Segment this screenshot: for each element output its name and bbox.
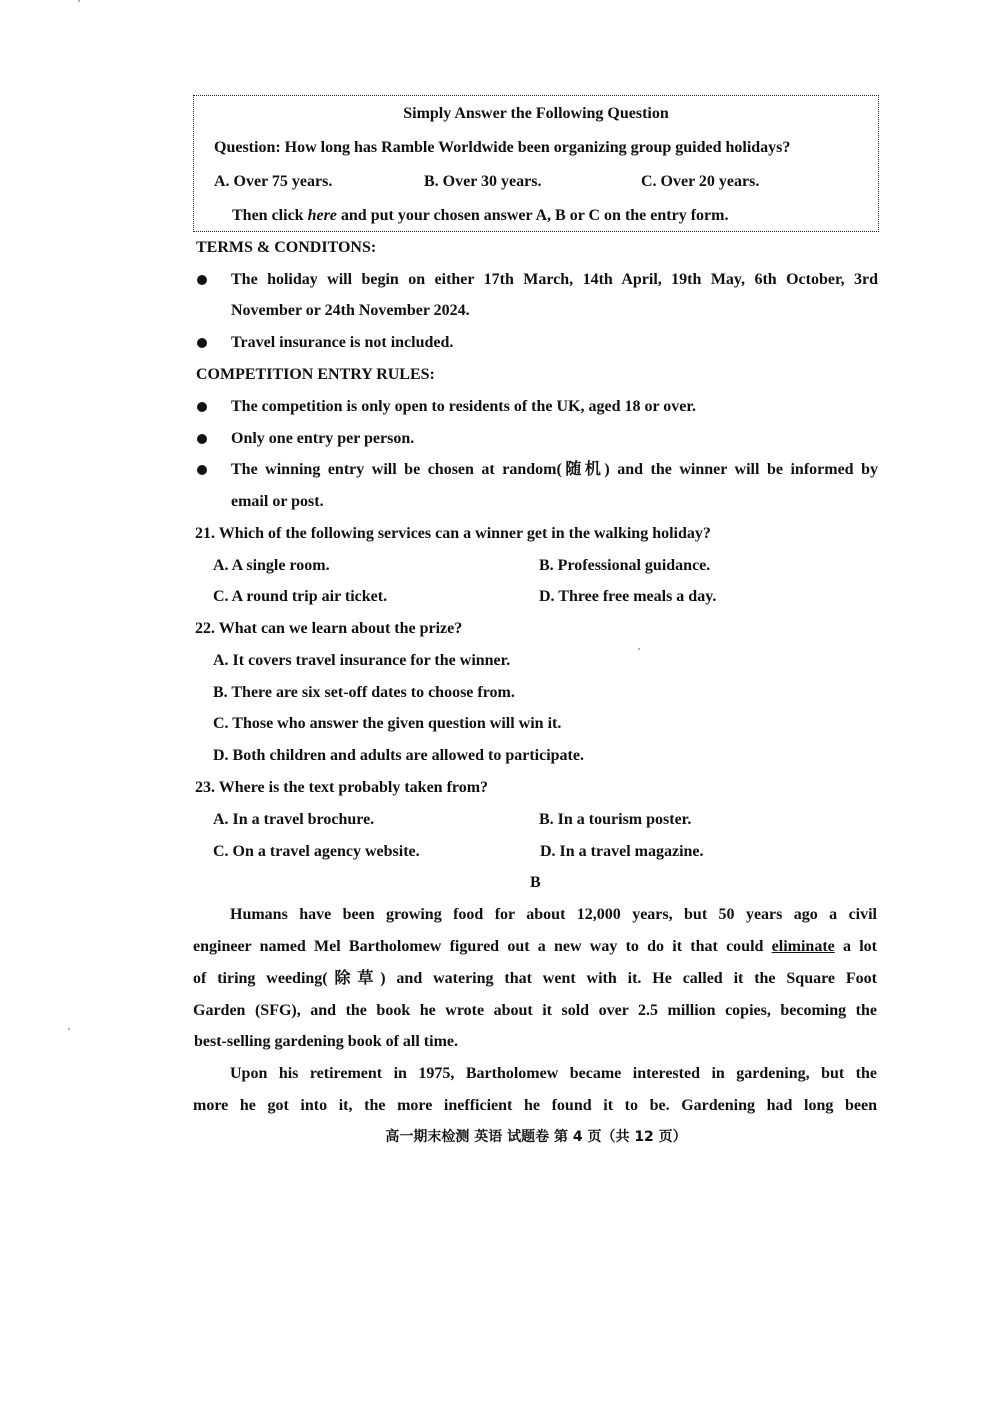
rules-item-3-line-2: email or post. — [231, 493, 324, 510]
underlined-word-eliminate: eliminate — [771, 938, 835, 955]
terms-item-2: Travel insurance is not included. — [231, 334, 454, 351]
instruction-before: Then click — [232, 207, 308, 224]
rules-heading: COMPETITION ENTRY RULES: — [196, 366, 435, 383]
question-box-option-c: C. Over 20 years. — [641, 173, 760, 190]
q23-option-d: D. In a travel magazine. — [540, 843, 704, 860]
q21-option-d: D. Three free meals a day. — [539, 588, 717, 605]
question-box-option-b: B. Over 30 years. — [424, 173, 542, 190]
p1-l2-before: engineer named Mel Bartholomew figured out a new way to do it that could — [193, 938, 772, 955]
passage-p2-line-1: Upon his retirement in 1975, Bartholomew became interested in gardening, but the — [230, 1065, 877, 1082]
question-box-option-a: A. Over 75 years. — [214, 173, 333, 190]
passage-p2-line-2: more he got into it, the more inefficient he found it to be. Gardening had long been — [193, 1097, 877, 1114]
q21-option-b: B. Professional guidance. — [539, 557, 711, 574]
instruction-here-link[interactable]: here — [307, 207, 337, 224]
page-footer: 高一期末检测 英语 试题卷 第 4 页（共 12 页） — [385, 1129, 687, 1145]
q22-stem: 22. What can we learn about the prize? — [195, 620, 463, 637]
instruction-after: and put your chosen answer A, B or C on the entry form. — [336, 207, 729, 224]
q23-option-b: B. In a tourism poster. — [539, 811, 692, 828]
rules-item-3-line-1: The winning entry will be chosen at random(随机) and the winner will be informed by — [231, 461, 878, 478]
passage-p1-line-5: best-selling gardening book of all time. — [194, 1033, 459, 1050]
p1-l2-after: a lot — [834, 938, 877, 955]
bullet-icon — [197, 402, 207, 412]
q22-option-b: B. There are six set-off dates to choose from. — [213, 684, 515, 701]
scan-speck — [68, 1028, 70, 1030]
rules-item-1: The competition is only open to residents of the UK, aged 18 or over. — [231, 398, 697, 415]
q21-option-a: A. A single room. — [213, 557, 330, 574]
bullet-icon — [197, 338, 207, 348]
passage-p1-line-3: of tiring weeding(除草) and watering that went with it. He called it the Square Foot — [193, 970, 877, 987]
q22-option-a: A. It covers travel insurance for the winner. — [213, 652, 511, 669]
passage-p1-line-1: Humans have been growing food for about 12,000 years, but 50 years ago a civil — [230, 906, 877, 923]
passage-p1-line-2 — [193, 937, 877, 957]
q21-stem: 21. Which of the following services can a winner get in the walking holiday? — [195, 525, 711, 542]
q23-option-a: A. In a travel brochure. — [213, 811, 375, 828]
section-b-letter: B — [530, 874, 541, 891]
scan-speck — [78, 0, 80, 2]
question-box-title: Simply Answer the Following Question — [403, 105, 669, 122]
scan-speck — [638, 648, 640, 650]
question-box-instruction — [232, 206, 728, 226]
bullet-icon — [197, 275, 207, 285]
terms-item-1-line-2: November or 24th November 2024. — [231, 302, 470, 319]
terms-item-1-line-1: The holiday will begin on either 17th March, 14th April, 19th May, 6th October, 3rd — [231, 271, 878, 288]
q22-option-c: C. Those who answer the given question will win it. — [213, 715, 562, 732]
q21-option-c: C. A round trip air ticket. — [213, 588, 388, 605]
terms-heading: TERMS & CONDITONS: — [196, 239, 377, 256]
bullet-icon — [197, 465, 207, 475]
q23-option-c: C. On a travel agency website. — [213, 843, 420, 860]
question-box-question: Question: How long has Ramble Worldwide been organizing group guided holidays? — [214, 139, 791, 156]
bullet-icon — [197, 434, 207, 444]
passage-p1-line-4: Garden (SFG), and the book he wrote about it sold over 2.5 million copies, becoming the — [193, 1002, 877, 1019]
q23-stem: 23. Where is the text probably taken from? — [195, 779, 489, 796]
rules-item-2: Only one entry per person. — [231, 430, 415, 447]
q22-option-d: D. Both children and adults are allowed to participate. — [213, 747, 584, 764]
